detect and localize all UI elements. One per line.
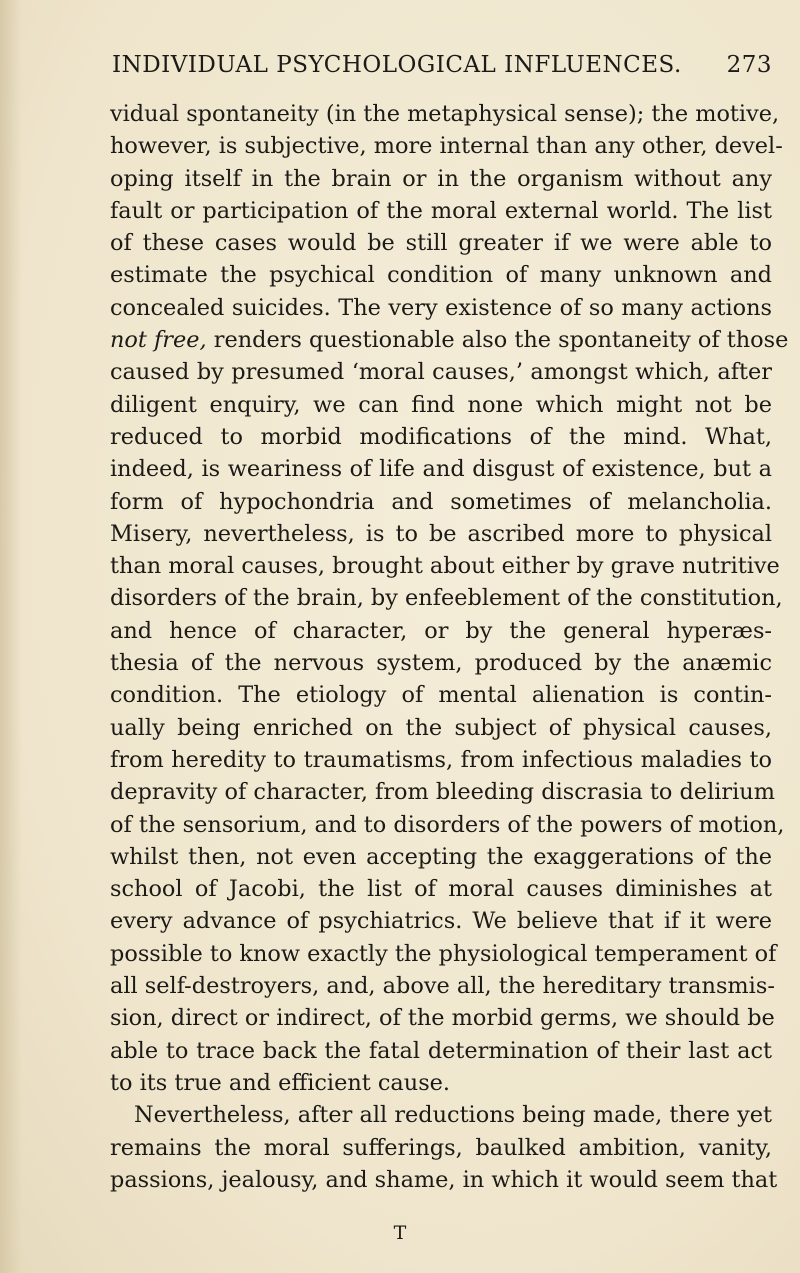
text-line-rest: renders questionable also the spontaneity of those xyxy=(206,327,789,354)
text-line: caused by presumed ‘moral causes,’ amongst which, after xyxy=(110,359,772,386)
text-line: from heredity to traumatisms, from infectious maladies to xyxy=(110,746,772,773)
text-line: sion, direct or indirect, of the morbid germs, we should be xyxy=(110,1005,775,1032)
page-number: 273 xyxy=(726,52,772,78)
text-line: fault or participation of the moral external world. The list xyxy=(110,197,772,224)
text-line: disorders of the brain, by enfeeblement of the constitution, xyxy=(110,585,783,612)
text-line: form of hypochondria and sometimes of melancholia. xyxy=(110,488,772,515)
text-line: of the sensorium, and to disorders of the powers of motion, xyxy=(110,811,785,838)
text-line: passions, jealousy, and shame, in which it would seem that xyxy=(110,1166,778,1193)
text-line: and hence of character, or by the general hyperæs- xyxy=(110,617,772,644)
text-line: whilst then, not even accepting the exaggerations of the xyxy=(110,843,772,870)
text-line: Nevertheless, after all reductions being made, there yet xyxy=(134,1102,772,1129)
text-line: thesia of the nervous system, produced by the anæmic xyxy=(110,650,772,677)
text-line: vidual spontaneity (in the metaphysical sense); the motive, xyxy=(110,101,780,127)
text-line: reduced to morbid modifications of the mind. What, xyxy=(110,423,772,450)
text-line: indeed, is weariness of life and disgust of existence, but a xyxy=(110,456,772,483)
text-line: Misery, nevertheless, is to be ascribed more to physical xyxy=(110,520,772,547)
text-line: every advance of psychiatrics. We believe that if it were xyxy=(110,908,772,935)
text-line: diligent enquiry, we can find none which might not be xyxy=(110,391,772,418)
text-line: depravity of character, from bleeding discrasia to delirium xyxy=(110,779,775,806)
running-head xyxy=(112,52,772,78)
text-line: ually being enriched on the subject of physical causes, xyxy=(110,714,772,741)
text-line: estimate the psychical condition of many unknown and xyxy=(110,262,772,289)
text-line: than moral causes, brought about either by grave nutritive xyxy=(110,553,780,580)
text-line: all self-destroyers, and, above all, the hereditary transmis- xyxy=(110,973,775,1000)
body-text xyxy=(110,98,789,1196)
text-line-with-italic xyxy=(110,324,789,356)
text-line: to its true and efficient cause. xyxy=(110,1069,451,1096)
gutter-shadow xyxy=(0,0,22,1273)
text-line: however, is subjective, more internal than any other, devel- xyxy=(110,133,783,160)
text-line: oping itself in the brain or in the organism without any xyxy=(110,165,772,192)
italic-phrase: not free, xyxy=(110,327,207,354)
text-line: of these cases would be still greater if we were able to xyxy=(110,230,772,257)
text-line: able to trace back the fatal determination of their last act xyxy=(110,1037,772,1064)
running-title: INDIVIDUAL PSYCHOLOGICAL INFLUENCES. xyxy=(112,52,682,78)
text-line: possible to know exactly the physiological temperament of xyxy=(110,940,777,967)
text-line: concealed suicides. The very existence of so many actions xyxy=(110,294,772,321)
text-line: remains the moral sufferings, baulked ambition, vanity, xyxy=(110,1134,772,1161)
text-line: school of Jacobi, the list of moral causes diminishes at xyxy=(110,876,772,903)
signature-mark: T xyxy=(393,1222,407,1244)
text-line: condition. The etiology of mental alienation is contin- xyxy=(110,682,772,709)
